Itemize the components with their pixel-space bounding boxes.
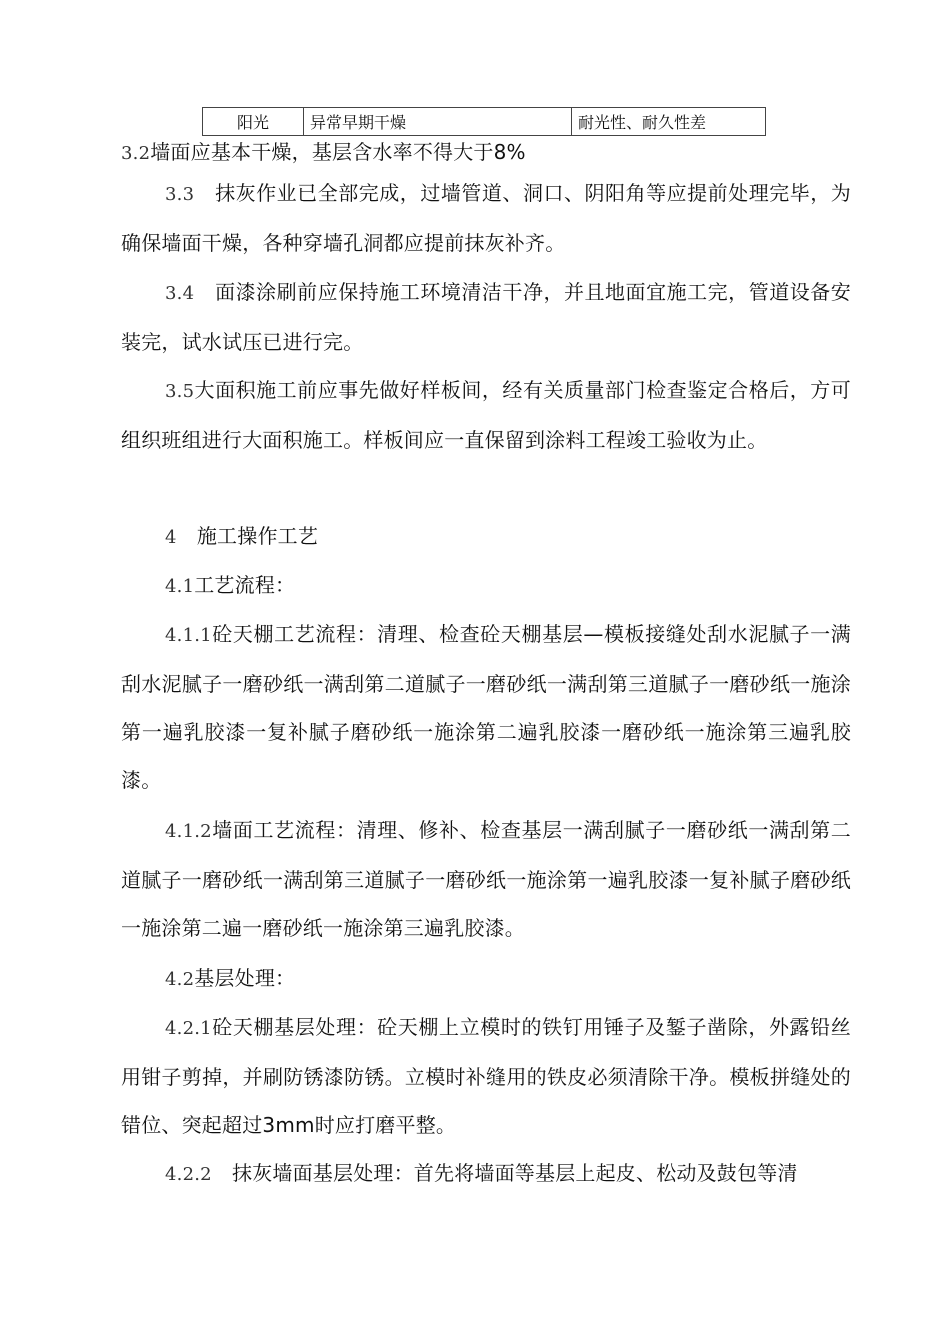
paragraph-4-1-1: 4.1.1砼天棚工艺流程：清理、检查砼天棚基层—模板接缝处刮水泥腻子一满刮水泥腻子一磨砂纸一满刮第二道腻子一磨砂纸一满刮第三道腻子一磨砂纸一施涂第一遍乳胶漆一复补腻子磨砂纸一施涂第二遍乳胶漆一磨砂纸一施涂第三遍乳胶漆。 — [121, 622, 851, 792]
paragraph-4-2-2: 4.2.2 抹灰墙面基层处理：首先将墙面等基层上起皮、松动及鼓包等清 — [165, 1161, 798, 1185]
table-cell: 耐光性、耐久性差 — [572, 108, 766, 136]
paragraph-4-1-2: 4.1.2墙面工艺流程：清理、修补、检查基层一满刮腻子一磨砂纸一满刮第二道腻子一磨砂纸一满刮第三道腻子一磨砂纸一施涂第一遍乳胶漆一复补腻子磨砂纸一施涂第二遍一磨砂纸一施涂第三遍乳胶漆。 — [121, 818, 851, 940]
section-heading-4: 4 施工操作工艺 — [165, 524, 319, 548]
table-cell: 阳光 — [203, 108, 304, 136]
paragraph-4-2-1: 4.2.1砼天棚基层处理：砼天棚上立模时的铁钉用锤子及錾子凿除，外露铅丝用钳子剪掉，并刷防锈漆防锈。立模时补缝用的铁皮必须清除干净。模板拼缝处的错位、突起超过3mm时应打磨平整。 — [121, 1015, 851, 1137]
paragraph-3-3: 3.3 抹灰作业已全部完成，过墙管道、洞口、阴阳角等应提前处理完毕，为确保墙面干燥，各种穿墙孔洞都应提前抹灰补齐。 — [121, 181, 851, 255]
paragraph-3-4: 3.4 面漆涂刷前应保持施工环境清洁干净，并且地面宜施工完，管道设备安装完，试水试压已进行完。 — [121, 280, 851, 354]
table-cell: 异常早期干燥 — [304, 108, 572, 136]
paragraph-3-2: 3.2墙面应基本干燥，基层含水率不得大于8% — [121, 140, 526, 164]
paragraph-4-2: 4.2基层处理： — [165, 966, 296, 990]
paragraph-4-1: 4.1工艺流程： — [165, 573, 296, 597]
paragraph-3-5: 3.5大面积施工前应事先做好样板间，经有关质量部门检查鉴定合格后，方可组织班组进行大面积施工。样板间应一直保留到涂料工程竣工验收为止。 — [121, 378, 851, 452]
